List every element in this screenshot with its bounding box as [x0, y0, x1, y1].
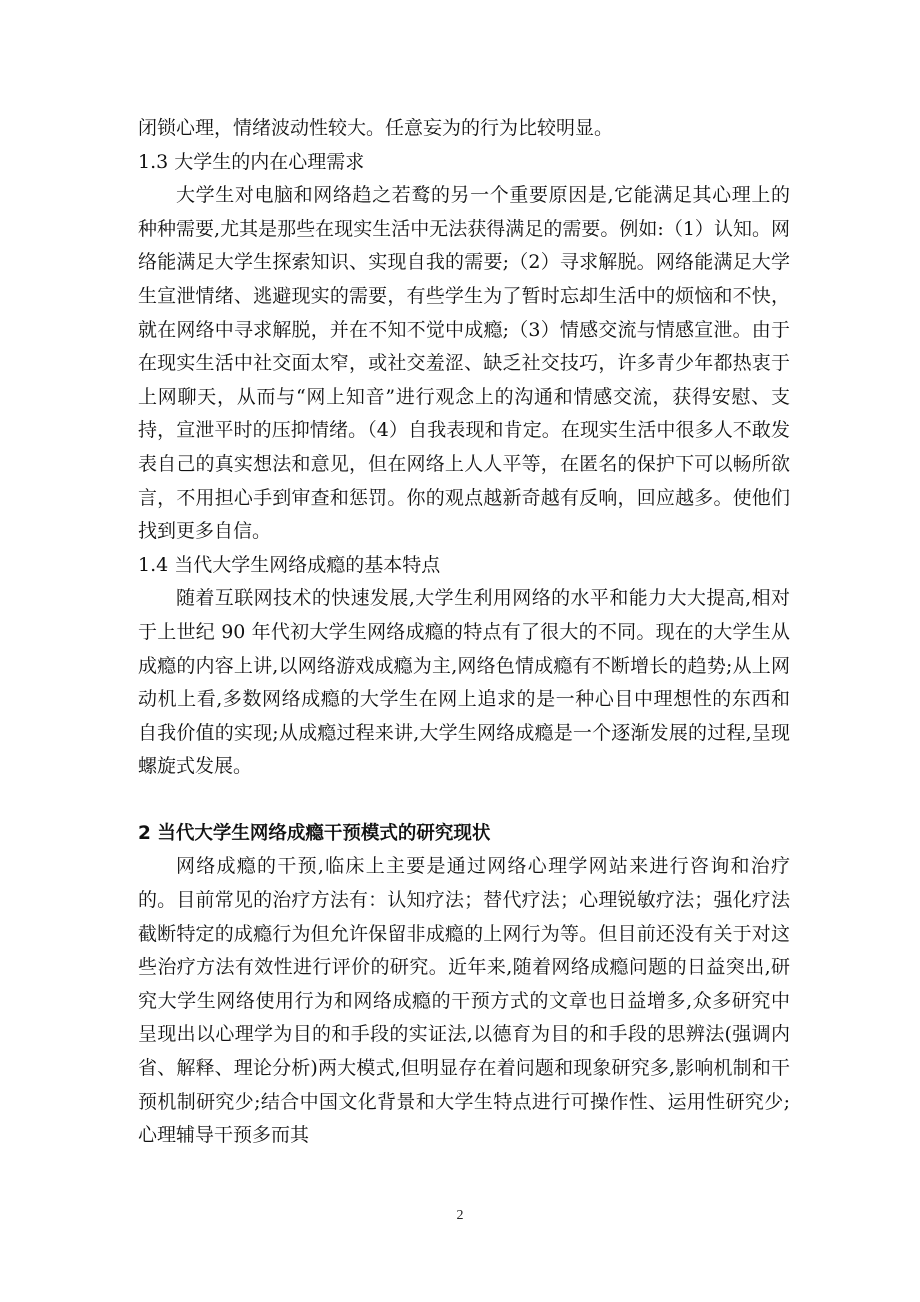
heading-1-3: 1.3 大学生的内在心理需求: [138, 150, 365, 173]
heading-1-4: 1.4 当代大学生网络成瘾的基本特点: [138, 553, 441, 576]
paragraph-2: 网络成瘾的干预,临床上主要是通过网络心理学网站来进行咨询和治疗的。目前常见的治疗方法有：认知疗法；替代疗法；心理锐敏疗法；强化疗法截断特定的成瘾行为但允许保留非成瘾的上网行为等。但目前还没有关于对这些治疗方法有效性进行评价的研究。近年来,随着网络成瘾问题的日益突出,研究大学生网络使用行为和网络成瘾的干预方式的文章也日益增多,众多研究中呈现出以心理学为目的和手段的实证法,以德育为目的和手段的思辨法(强调内省、解释、理论分析)两大模式,但明显存在着问题和现象研究多,影响机制和干预机制研究少;结合中国文化背景和大学生特点进行可操作性、运用性研究少;心理辅导干预多而其: [138, 855, 790, 1147]
paragraph-1-3: 大学生对电脑和网络趋之若鹜的另一个重要原因是,它能满足其心理上的种种需要,尤其是那些在现实生活中无法获得满足的需要。例如:（1）认知。网络能满足大学生探索知识、实现自我的需要;（2）寻求解脱。网络能满足大学生宣泄情绪、逃避现实的需要，有些学生为了暂时忘却生活中的烦恼和不快，就在网络中寻求解脱，并在不知不觉中成瘾;（3）情感交流与情感宣泄。由于在现实生活中社交面太窄，或社交羞涩、缺乏社交技巧，许多青少年都热衷于上网聊天，从而与“网上知音”进行观念上的沟通和情感交流，获得安慰、支持，宣泄平时的压抑情绪。（4）自我表现和肯定。在现实生活中很多人不敢发表自己的真实想法和意见，但在网络上人人平等，在匿名的保护下可以畅所欲言，不用担心手到审查和惩罚。你的观点越新奇越有反响，回应越多。使他们找到更多自信。: [138, 184, 790, 543]
paragraph-1-4: 随着互联网技术的快速发展,大学生利用网络的水平和能力大大提高,相对于上世纪 90 年代初大学生网络成瘾的特点有了很大的不同。现在的大学生从成瘾的内容上讲,以网络游戏成瘾为主,网络色情成瘾有不断增长的趋势;从上网动机上看,多数网络成瘾的大学生在网上追求的是一种心目中理想性的东西和自我价值的实现;从成瘾过程来讲,大学生网络成瘾是一个逐渐发展的过程,呈现螺旋式发展。: [138, 587, 790, 778]
page-number: 2: [456, 1208, 464, 1223]
document-body: [138, 112, 790, 1153]
paragraph-continuation: 闭锁心理，情绪波动性较大。任意妄为的行为比较明显。: [138, 117, 614, 139]
heading-2: 2 当代大学生网络成瘾干预模式的研究现状: [138, 822, 491, 844]
